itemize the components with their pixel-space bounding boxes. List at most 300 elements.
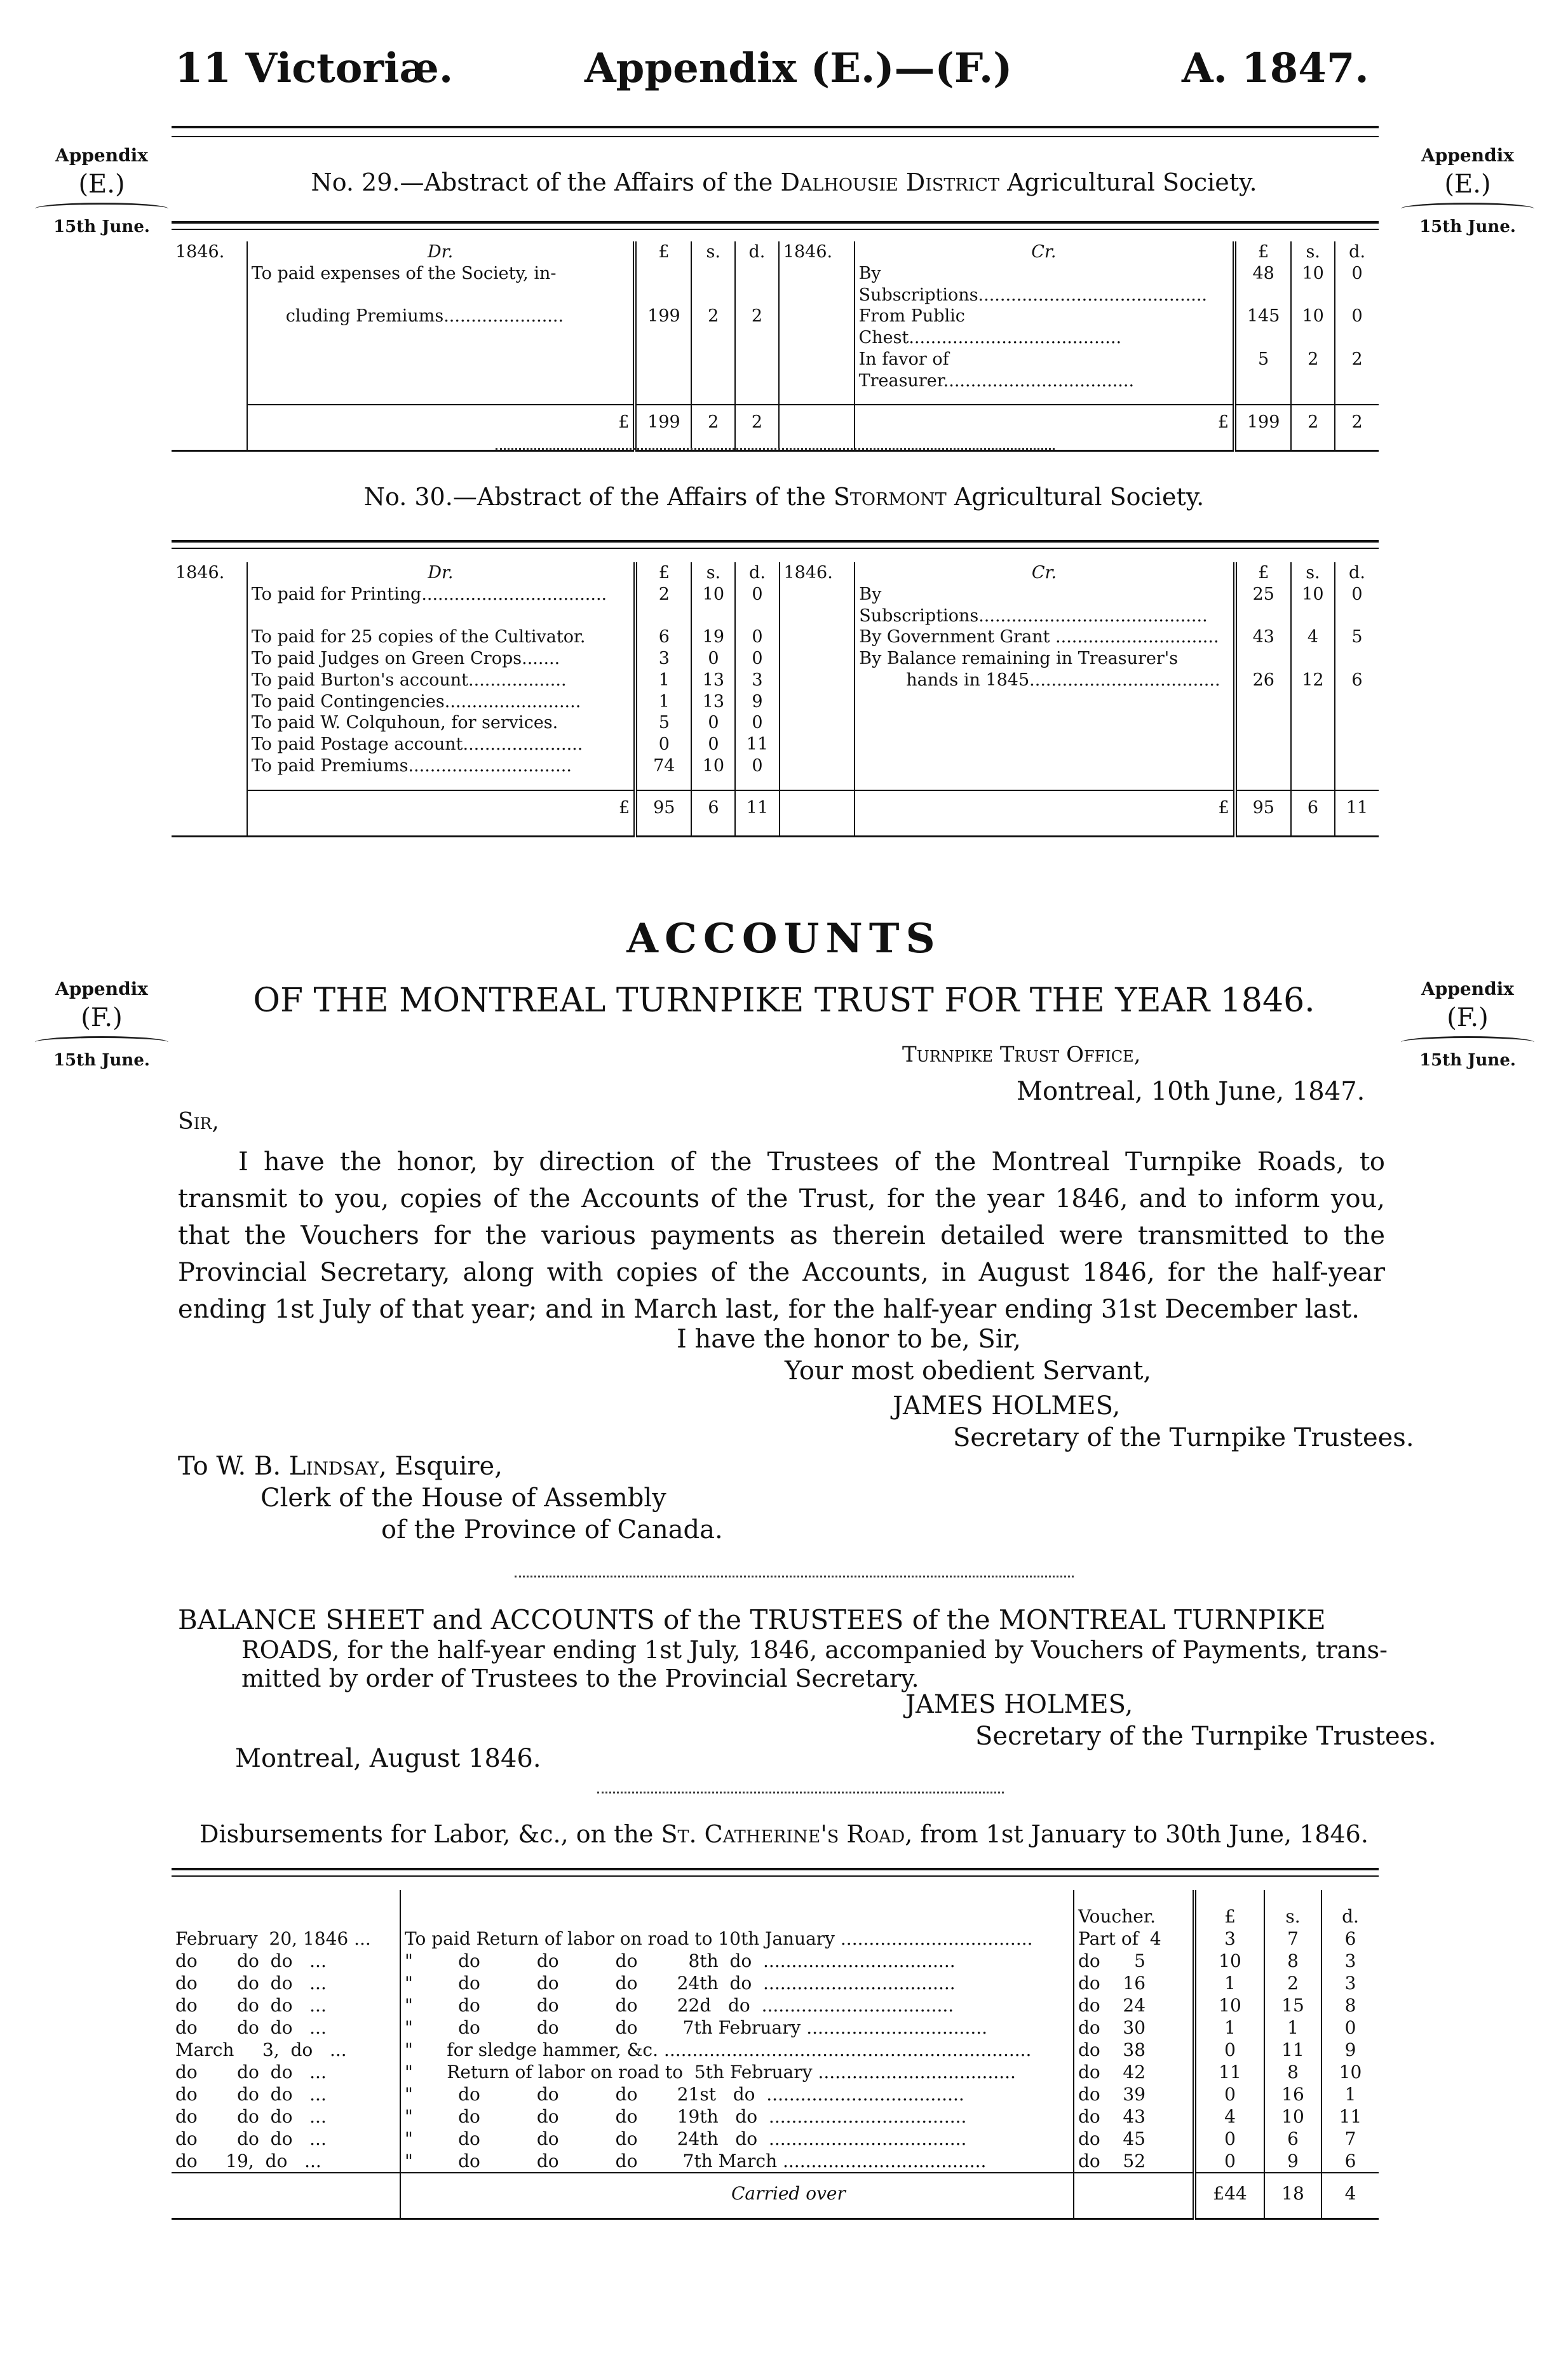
cr-item: In favor of Treasurer................................... [855,349,1235,392]
account-row [172,755,1379,777]
cr-item: By Government Grant .............................. [855,626,1234,648]
cr-year-blank [779,349,855,392]
dr-total-pence: 2 [735,405,779,451]
stormont-top-rule-2 [172,548,1379,549]
dr-item: To paid expenses of the Society, in- [247,263,635,306]
cr-shillings: 4 [1291,626,1335,648]
disb-date: do 19, do ... [175,2151,321,2171]
carried-shillings: 18 [1264,2173,1321,2219]
balance-signer: JAMES HOLMES, [905,1690,1133,1719]
disb-description: To paid Return of labor on road to 10th January .................................. [400,1928,1074,1950]
disb-description: " for sledge hammer, &c. ................................................................. [400,2039,1074,2061]
cr-year-blank [780,648,855,670]
cr-pence: 0 [1335,263,1379,306]
account-row [172,648,1379,670]
spacer-cell [855,391,1235,405]
cr-year-blank [779,263,855,306]
disb-description: " do do do 7th February ................................ [400,2016,1074,2039]
spacer-cell [172,391,247,405]
dalhousie-title: No. 29.—Abstract of the Affairs of the Dalhousie District Agricultural Society. [311,168,1257,196]
disb-pounds: 10 [1194,1994,1264,2016]
cr-pounds [1235,755,1291,777]
disb-date: do do do ... [175,2084,327,2105]
stormont-account-table [172,562,1379,837]
dr-shillings: 13 [691,691,735,713]
dr-year-blank [172,349,247,392]
account-row [172,670,1379,691]
disb-date: do do do ... [175,2128,327,2149]
section-divider [496,448,1055,455]
dr-total-shillings: 6 [691,790,735,837]
dr-year-blank [172,712,247,734]
col-shillings: s. [1291,241,1335,263]
cr-pounds [1235,691,1291,713]
cr-shillings: 10 [1291,306,1335,349]
dr-total-pounds: 199 [635,405,691,451]
disb-shillings: 16 [1264,2083,1321,2105]
dr-total-symbol: £ [247,790,635,837]
total-blank [780,790,855,837]
col-pounds: £ [1194,1890,1264,1928]
disb-voucher: do 5 [1074,1950,1194,1972]
disb-date: do do do ... [175,1973,327,1994]
cr-pence [1335,755,1379,777]
col-pounds: £ [1234,241,1291,263]
col-pence: d. [1335,241,1379,263]
spacer-cell [855,777,1234,790]
disb-row [172,2039,1379,2061]
cr-shillings [1291,691,1335,713]
letter-date: Montreal, 10th June, 1847. [1017,1077,1365,1106]
dr-pence: 9 [735,691,779,713]
dalhousie-top-rule-2 [172,229,1379,230]
addressee-line-2: Clerk of the House of Assembly [260,1483,666,1513]
disb-description: " do do do 24th do .................................. [400,1972,1074,1994]
disb-shillings: 6 [1264,2128,1321,2150]
disb-pence: 3 [1321,1972,1379,1994]
disb-pence: 8 [1321,1994,1379,2016]
disb-row [172,1950,1379,1972]
dr-heading: Dr. [247,241,635,263]
disb-shillings: 8 [1264,1950,1321,1972]
spacer-cell [1234,391,1291,405]
cr-year-blank [780,734,855,755]
disb-shillings: 9 [1264,2150,1321,2173]
disb-row [172,1928,1379,1950]
dr-shillings: 0 [691,712,735,734]
margin-note-f-left: Appendix (F.) 15th June. [22,978,181,1070]
disb-voucher: do 30 [1074,2016,1194,2039]
disb-voucher: do 39 [1074,2083,1194,2105]
disb-pounds: 3 [1194,1928,1264,1950]
dr-item: To paid Contingencies......................... [247,691,635,713]
disb-description: " do do do 24th do ................................... [400,2128,1074,2150]
disb-shillings: 11 [1264,2039,1321,2061]
dr-pence: 0 [735,626,779,648]
dr-pounds: 74 [635,755,691,777]
spacer-cell [1291,391,1335,405]
cr-total-symbol: £ [855,790,1234,837]
cr-total-shillings: 2 [1291,405,1335,451]
stormont-title: No. 30.—Abstract of the Affairs of the Stormont Agricultural Society. [363,483,1205,511]
date-head [172,1890,400,1928]
disb-pounds: 1 [1194,1972,1264,1994]
carried-blank [172,2173,400,2219]
dr-item: To paid Premiums.............................. [247,755,635,777]
header-rule-2 [172,136,1379,137]
account-row [172,712,1379,734]
col-pence: d. [1321,1890,1379,1928]
account-header-row [172,241,1379,263]
account-total-row [172,405,1379,451]
spacer-cell [1335,391,1379,405]
voucher-head: Voucher. [1074,1890,1194,1928]
cr-shillings [1291,648,1335,670]
signature-title: Secretary of the Turnpike Trustees. [953,1423,1414,1452]
closing-line-1: I have the honor to be, Sir, [677,1325,1022,1354]
section-divider-2 [515,1576,1074,1583]
accounts-heading: ACCOUNTS [626,915,942,962]
spacer-cell [635,391,691,405]
disb-row [172,2061,1379,2083]
dr-pence: 3 [735,670,779,691]
cr-item: By Balance remaining in Treasurer's [855,648,1234,670]
col-shillings: s. [691,562,735,584]
addressee-line-3: of the Province of Canada. [381,1515,723,1544]
carried-pence: 4 [1321,2173,1379,2219]
disb-voucher: do 38 [1074,2039,1194,2061]
accounts-subheading: OF THE MONTREAL TURNPIKE TRUST FOR THE YEAR 1846. [253,982,1315,1020]
col-shillings: s. [691,241,735,263]
spacer-cell [247,777,635,790]
disb-shillings: 15 [1264,1994,1321,2016]
balance-para-1: BALANCE SHEET and ACCOUNTS of the TRUSTEES of the MONTREAL TURNPIKE [178,1604,1326,1635]
carried-pounds: £44 [1194,2173,1264,2219]
disb-date: do do do ... [175,2062,327,2083]
salutation: Sir, [178,1109,219,1135]
cr-pence [1335,691,1379,713]
dr-item: To paid Postage account...................... [247,734,635,755]
dr-year-blank [172,734,247,755]
disb-row [172,2128,1379,2150]
office-line: Turnpike Trust Office, [902,1042,1141,1067]
total-blank [172,790,247,837]
spacer-cell [735,391,779,405]
header-right: A. 1847. [1182,44,1369,92]
disb-row [172,1972,1379,1994]
cr-pounds: 5 [1234,349,1291,392]
disb-voucher: do 42 [1074,2061,1194,2083]
dr-pence [735,263,779,306]
disb-pounds: 4 [1194,2105,1264,2128]
disb-row [172,2083,1379,2105]
disb-pounds: 0 [1194,2128,1264,2150]
disb-pence: 1 [1321,2083,1379,2105]
cr-item: hands in 1845................................... [855,670,1234,691]
cr-year-blank [779,306,855,349]
dr-item: To paid Burton's account.................. [247,670,635,691]
cr-pence: 2 [1335,349,1379,392]
dr-pounds: 0 [635,734,691,755]
disb-carried-row [172,2173,1379,2219]
cr-year-blank [780,712,855,734]
cr-item: By Subscriptions.......................................... [855,263,1235,306]
dr-item: To paid for 25 copies of the Cultivator. [247,626,635,648]
header-center: Appendix (E.)—(F.) [585,44,1013,92]
dr-year-blank [172,755,247,777]
dr-total-pence: 11 [735,790,779,837]
dr-pounds: 5 [635,712,691,734]
letter-body: I have the honor, by direction of the Trustees of the Montreal Turnpike Roads, to transmit to you, copies of the Accounts of the Trust, for the year 1846, and to inform you, that the Vouchers for the various payments as therein detailed were transmitted to the Provincial Secretary, along with copies of the Accounts, in August 1846, for the half-year ending 1st July of that year; and in March last, for the half-year ending 31st December last. [178,1147,1385,1324]
cr-shillings: 10 [1291,584,1335,627]
balance-signer-title: Secretary of the Turnpike Trustees. [975,1722,1436,1751]
dr-pence [735,349,779,392]
closing-line-2: Your most obedient Servant, [785,1356,1152,1386]
balance-para-2: ROADS, for the half-year ending 1st July, 1846, accompanied by Vouchers of Payments, trans- [241,1636,1388,1664]
disb-pence: 10 [1321,2061,1379,2083]
account-row [172,626,1379,648]
account-row [172,263,1379,306]
disb-date: do do do ... [175,1950,327,1971]
disb-pounds: 10 [1194,1950,1264,1972]
cr-year-blank [780,626,855,648]
cr-shillings: 12 [1291,670,1335,691]
dr-pounds [635,349,691,392]
disb-voucher: Part of 4 [1074,1928,1194,1950]
dr-pence: 0 [735,584,779,627]
disb-date: March 3, do ... [175,2039,347,2060]
disb-voucher: do 16 [1074,1972,1194,1994]
cr-total-pounds: 95 [1235,790,1291,837]
dr-pence: 11 [735,734,779,755]
disb-voucher: do 43 [1074,2105,1194,2128]
disb-voucher: do 45 [1074,2128,1194,2150]
dr-total-shillings: 2 [691,405,735,451]
cr-item: From Public Chest....................................... [855,306,1235,349]
disb-pence: 9 [1321,2039,1379,2061]
cr-pence [1335,734,1379,755]
col-pence: d. [735,241,779,263]
disb-pence: 6 [1321,2150,1379,2173]
cr-item [855,734,1234,755]
disb-date: do do do ... [175,2106,327,2127]
cr-total-symbol: £ [855,405,1235,451]
margin-note-e-right: Appendix (E.) 15th June. [1388,145,1547,236]
cr-pence [1335,648,1379,670]
dr-shillings [691,263,735,306]
dr-year: 1846. [175,242,225,262]
dr-pence: 2 [735,306,779,349]
total-blank [172,405,247,451]
dr-year-blank [172,306,247,349]
col-pounds: £ [1235,562,1291,584]
cr-pounds [1235,734,1291,755]
section-divider-3 [597,1792,1004,1799]
spacer-cell [1235,777,1291,790]
cr-pounds [1235,712,1291,734]
dr-item: To paid W. Colquhoun, for services. [247,712,635,734]
dr-year: 1846. [175,563,225,583]
disb-pence: 6 [1321,1928,1379,1950]
cr-total-shillings: 6 [1291,790,1335,837]
cr-pence: 6 [1335,670,1379,691]
stormont-top-rule [172,540,1379,543]
dr-total-symbol: £ [247,405,635,451]
dr-pounds: 3 [635,648,691,670]
cr-total-pence: 2 [1335,405,1379,451]
spacer-cell [779,391,855,405]
cr-shillings [1291,755,1335,777]
dr-year-blank [172,648,247,670]
disb-shillings: 2 [1264,1972,1321,1994]
account-header-row [172,562,1379,584]
cr-pounds: 25 [1235,584,1291,627]
dr-pence: 0 [735,648,779,670]
dalhousie-top-rule [172,221,1379,224]
cr-total-pence: 11 [1335,790,1379,837]
account-row [172,306,1379,349]
disb-row [172,2016,1379,2039]
disb-row [172,1994,1379,2016]
balance-para-3: mitted by order of Trustees to the Provincial Secretary. [241,1665,919,1692]
cr-heading: Cr. [855,241,1235,263]
col-shillings: s. [1264,1890,1321,1928]
disbursements-table [172,1890,1379,2220]
disbursements-top-rule-2 [172,1875,1379,1877]
disb-pounds: 0 [1194,2039,1264,2061]
disb-shillings: 7 [1264,1928,1321,1950]
disb-description: " do do do 8th do .................................. [400,1950,1074,1972]
disb-description: " do do do 21st do ................................... [400,2083,1074,2105]
margin-note-e-left: Appendix (E.) 15th June. [22,145,181,236]
spacer-cell [780,777,855,790]
disb-date: do do do ... [175,2017,327,2038]
disb-pounds: 0 [1194,2150,1264,2173]
carried-voucher-blank [1074,2173,1194,2219]
dr-pounds: 6 [635,626,691,648]
disb-pence: 3 [1321,1950,1379,1972]
cr-pounds: 145 [1234,306,1291,349]
disb-pence: 7 [1321,2128,1379,2150]
dr-shillings: 19 [691,626,735,648]
cr-total-pounds: 199 [1234,405,1291,451]
spacer-cell [691,391,735,405]
cr-heading: Cr. [855,562,1234,584]
cr-item [855,691,1234,713]
cr-year-blank [780,755,855,777]
spacer-cell [635,777,691,790]
spacer-cell [1291,777,1335,790]
account-row [172,734,1379,755]
disb-description: " do do do 19th do ................................... [400,2105,1074,2128]
account-spacer-row [172,777,1379,790]
disb-pounds: 0 [1194,2083,1264,2105]
dr-year-blank [172,691,247,713]
dr-pounds: 1 [635,670,691,691]
account-total-row [172,790,1379,837]
dr-item: To paid for Printing.................................. [247,584,635,627]
disb-description: " do do do 7th March .................................... [400,2150,1074,2173]
dr-year-blank [172,263,247,306]
disb-voucher: do 24 [1074,1994,1194,2016]
cr-shillings [1291,734,1335,755]
cr-item [855,755,1234,777]
dr-pounds: 1 [635,691,691,713]
cr-pence: 0 [1335,584,1379,627]
account-row [172,691,1379,713]
cr-year: 1846. [779,241,855,263]
cr-item: By Subscriptions.......................................... [855,584,1234,627]
disb-description: " Return of labor on road to 5th February ................................... [400,2061,1074,2083]
cr-pence [1335,712,1379,734]
disbursements-title: Disbursements for Labor, &c., on the St. Catherine's Road, from 1st January to 30th June, 1846. [199,1820,1369,1848]
account-row [172,584,1379,627]
desc-head [400,1890,1074,1928]
dr-pounds [635,263,691,306]
dr-shillings: 2 [691,306,735,349]
cr-year-blank [780,691,855,713]
dr-shillings: 10 [691,755,735,777]
dr-pounds: 2 [635,584,691,627]
cr-pounds [1235,648,1291,670]
dr-shillings [691,349,735,392]
account-row [172,349,1379,392]
total-blank [779,405,855,451]
dr-shillings: 0 [691,648,735,670]
dr-item: cluding Premiums...................... [247,306,635,349]
disb-pounds: 11 [1194,2061,1264,2083]
disbursements-top-rule [172,1868,1379,1870]
disb-voucher: do 52 [1074,2150,1194,2173]
dr-heading: Dr. [247,562,635,584]
cr-item [855,712,1234,734]
dr-total-pounds: 95 [635,790,691,837]
carried-over-label: Carried over [400,2173,1074,2219]
header-rule [172,126,1379,128]
disb-pence: 11 [1321,2105,1379,2128]
dr-pence: 0 [735,755,779,777]
disb-row [172,2150,1379,2173]
margin-note-f-right: Appendix (F.) 15th June. [1388,978,1547,1070]
spacer-cell [1335,777,1379,790]
col-pence: d. [735,562,779,584]
cr-pence: 0 [1335,306,1379,349]
col-pounds: £ [635,562,691,584]
dr-shillings: 10 [691,584,735,627]
col-pence: d. [1335,562,1379,584]
cr-pounds: 26 [1235,670,1291,691]
spacer-cell [172,777,247,790]
cr-shillings [1291,712,1335,734]
dr-year-blank [172,670,247,691]
signature-name: JAMES HOLMES, [893,1391,1121,1421]
cr-year-blank [780,584,855,627]
dr-item [247,349,635,392]
spacer-cell [691,777,735,790]
spacer-cell [735,777,779,790]
dr-pounds: 199 [635,306,691,349]
dalhousie-account-table [172,241,1379,452]
cr-pounds: 48 [1234,263,1291,306]
account-spacer-row [172,391,1379,405]
cr-pounds: 43 [1235,626,1291,648]
disb-shillings: 10 [1264,2105,1321,2128]
cr-year: 1846. [780,562,855,584]
col-pounds: £ [635,241,691,263]
disb-date: do do do ... [175,1995,327,2016]
cr-shillings: 2 [1291,349,1335,392]
balance-place: Montreal, August 1846. [235,1744,541,1773]
